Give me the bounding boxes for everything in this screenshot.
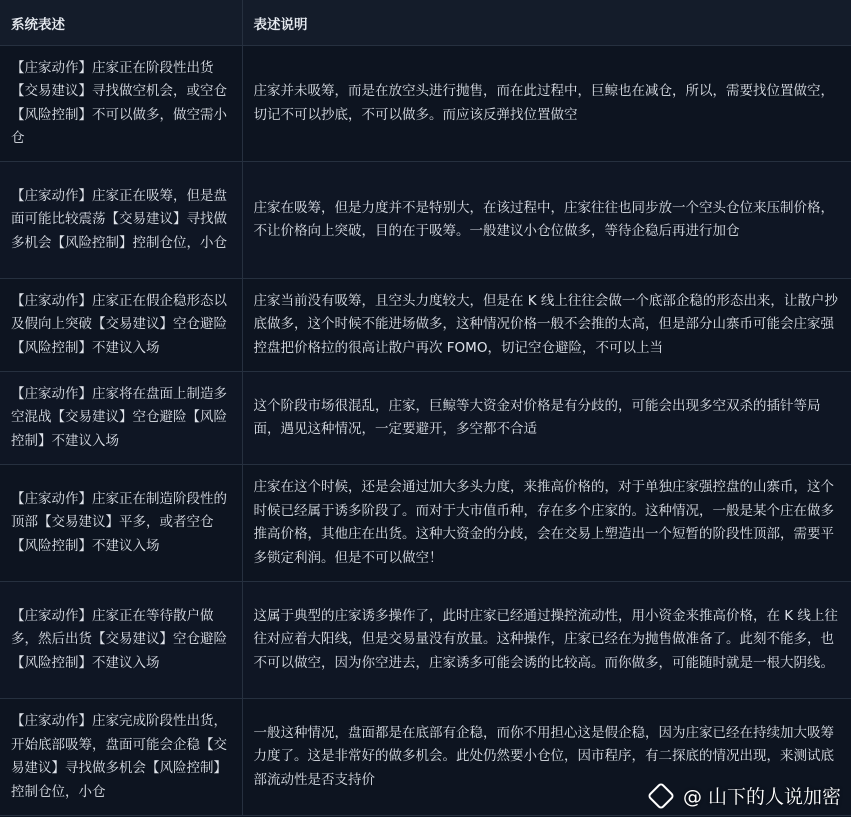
table-row [0, 46, 851, 162]
explanation-cell: 庄家在这个时候，还是会通过加大多头力度，来推高价格的，对于单独庄家强控盘的山寨币，这个时候已经属于诱多阶段了。而对于大市值币种，存在多个庄家的。这种情况，一般是某个庄在做多推高价格，其他庄在出货。这种大资金的分歧，会在交易上塑造出一个短暂的阶段性顶部，需要平多锁定利润。但是不可以做空！ [242, 465, 851, 582]
statement-cell: 【庄家动作】庄家将在盘面上制造多空混战【交易建议】空仓避险【风险控制】不建议入场 [0, 372, 242, 465]
table-row [0, 279, 851, 372]
table-header-row [0, 0, 851, 46]
explanation-cell: 庄家并未吸筹，而是在放空头进行抛售，而在此过程中，巨鲸也在减仓，所以，需要找位置做空，切记不可以抄底，不可以做多。而应该反弹找位置做空 [242, 46, 851, 162]
explanation-cell: 这属于典型的庄家诱多操作了，此时庄家已经通过操控流动性，用小资金来推高价格，在 K 线上往往对应着大阳线，但是交易量没有放量。这种操作，庄家已经在为抛售做准备了。此刻不能多，也不可以做空，因为你空进去，庄家诱多可能会诱的比较高。而你做多，可能随时就是一根大阴线。 [242, 582, 851, 699]
statement-cell: 【庄家动作】庄家正在假企稳形态以及假向上突破【交易建议】空仓避险【风险控制】不建议入场 [0, 279, 242, 372]
statement-cell: 【庄家动作】庄家正在吸筹，但是盘面可能比较震荡【交易建议】寻找做多机会【风险控制】控制仓位，小仓 [0, 162, 242, 279]
explanation-cell: 一般这种情况，盘面都是在底部有企稳，而你不用担心这是假企稳，因为庄家已经在持续加大吸筹力度了。这是非常好的做多机会。此处仍然要小仓位，因市程序，有二探底的情况出现，来测试底部流动性是否支持价 [242, 699, 851, 816]
statement-cell: 【庄家动作】庄家正在制造阶段性的顶部【交易建议】平多，或者空仓【风险控制】不建议入场 [0, 465, 242, 582]
table-row [0, 372, 851, 465]
explanation-cell: 庄家在吸筹，但是力度并不是特别大，在该过程中，庄家往往也同步放一个空头仓位来压制价格，不让价格向上突破，目的在于吸筹。一般建议小仓位做多，等待企稳后再进行加仓 [242, 162, 851, 279]
table-row [0, 582, 851, 699]
table-row [0, 465, 851, 582]
explanation-cell: 庄家当前没有吸筹，且空头力度较大，但是在 K 线上往往会做一个底部企稳的形态出来，让散户抄底做多，这个时候不能进场做多，这种情况价格一般不会推的太高，但是部分山寨币可能会庄家强控盘把价格拉的很高让散户再次 FOMO，切记空仓避险，不可以上当 [242, 279, 851, 372]
statement-cell: 【庄家动作】庄家完成阶段性出货，开始底部吸筹，盘面可能会企稳【交易建议】寻找做多机会【风险控制】控制仓位，小仓 [0, 699, 242, 816]
statement-cell: 【庄家动作】庄家正在等待散户做多，然后出货【交易建议】空仓避险【风险控制】不建议入场 [0, 582, 242, 699]
statement-cell: 【庄家动作】庄家正在阶段性出货【交易建议】寻找做空机会，或空仓【风险控制】不可以做多，做空需小仓 [0, 46, 242, 162]
explanation-cell: 这个阶段市场很混乱，庄家，巨鲸等大资金对价格是有分歧的，可能会出现多空双杀的插针等局面，遇见这种情况，一定要避开，多空都不合适 [242, 372, 851, 465]
header-statement: 系统表述 [0, 0, 242, 46]
table-row [0, 699, 851, 816]
table-row [0, 162, 851, 279]
watermark-text: @ 山下的人说加密 [682, 786, 841, 808]
header-explanation: 表述说明 [242, 0, 851, 46]
